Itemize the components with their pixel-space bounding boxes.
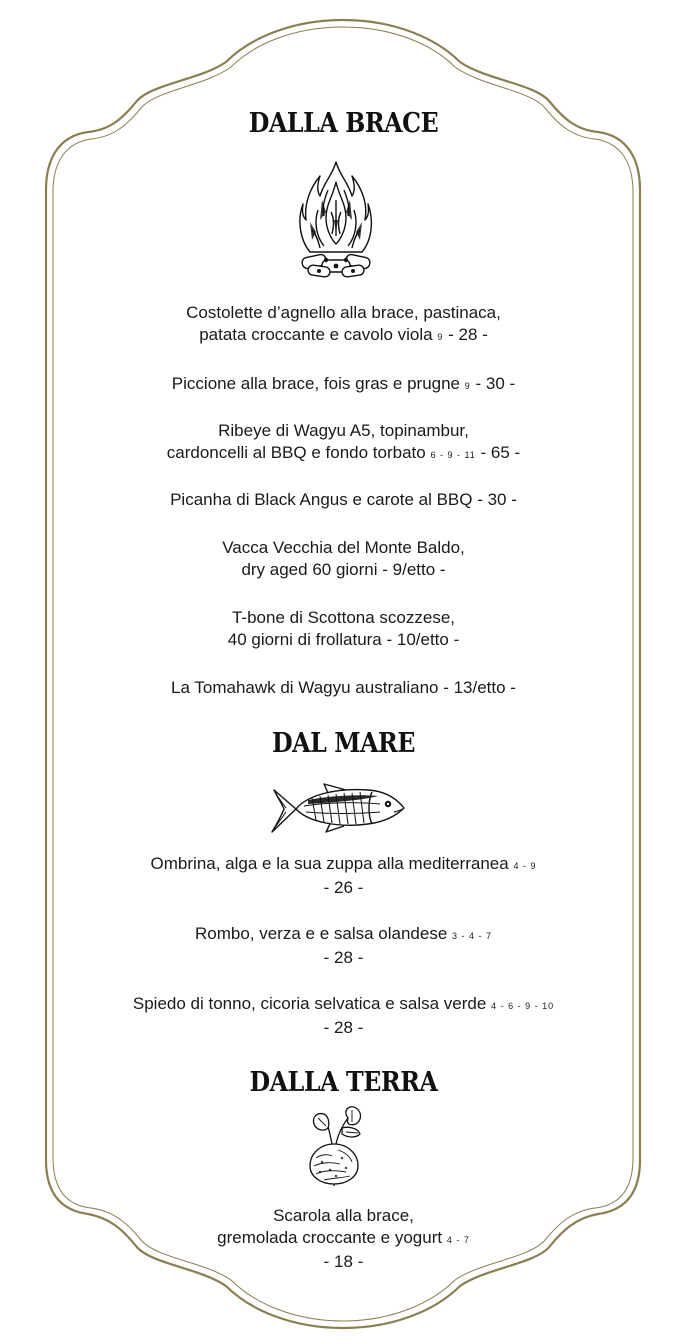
allergen-codes: 3 - 4 - 7 xyxy=(452,931,493,941)
item-line: dry aged 60 giorni - 9/etto - xyxy=(241,560,446,579)
fire-icon xyxy=(298,160,374,280)
item-line: Costolette d’agnello alla brace, pastinaca, xyxy=(186,303,501,322)
fish-icon xyxy=(268,780,408,838)
allergen-codes: 4 - 6 - 9 - 10 xyxy=(491,1001,555,1011)
item-line: Vacca Vecchia del Monte Baldo, xyxy=(222,538,465,557)
allergen-codes: 4 - 7 xyxy=(446,1235,470,1245)
allergen-codes: 4 - 9 xyxy=(513,861,537,871)
item-description: Rombo, verza e e salsa olandese xyxy=(194,924,448,943)
item-line: T-bone di Scottona scozzese, xyxy=(231,608,456,627)
item-line xyxy=(0,324,687,348)
item-line: Picanha di Black Angus e carote al BBQ - 30 - xyxy=(170,490,517,509)
item-line xyxy=(0,442,687,466)
item-price: - 18 - xyxy=(323,1252,364,1271)
menu-item xyxy=(0,923,687,969)
item-price: - 28 - xyxy=(323,948,364,967)
menu-item xyxy=(0,853,687,899)
item-description: Piccione alla brace, fois gras e prugne xyxy=(171,374,461,393)
item-price: - 28 - xyxy=(448,325,488,344)
item-description: Ombrina, alga e la sua zuppa alla mediterranea xyxy=(150,854,509,873)
item-line xyxy=(0,1227,687,1251)
item-price: - 28 - xyxy=(323,1018,364,1037)
item-line xyxy=(0,993,687,1017)
menu-item xyxy=(0,993,687,1039)
item-line xyxy=(0,853,687,877)
item-description: Spiedo di tonno, cicoria selvatica e salsa verde xyxy=(132,994,487,1013)
section-title-dalla-terra: DALLA TERRA xyxy=(249,1067,438,1098)
section-title-dalla-brace: DALLA BRACE xyxy=(248,108,439,139)
menu-item xyxy=(0,607,687,651)
menu-item xyxy=(0,373,687,397)
section-title-dal-mare: DAL MARE xyxy=(271,728,416,759)
item-price: - 30 - xyxy=(475,374,516,393)
allergen-codes: 9 xyxy=(437,332,444,342)
menu-item xyxy=(0,302,687,348)
item-line: La Tomahawk di Wagyu australiano - 13/etto - xyxy=(171,678,516,697)
item-price: - 26 - xyxy=(323,878,364,897)
item-description: patata croccante e cavolo viola xyxy=(199,325,433,344)
item-line: Scarola alla brace, xyxy=(273,1206,414,1225)
item-line xyxy=(0,373,687,397)
menu-item xyxy=(0,1205,687,1273)
item-description: cardoncelli al BBQ e fondo torbato xyxy=(166,443,426,462)
item-price: - 65 - xyxy=(480,443,521,462)
menu-item xyxy=(0,537,687,581)
menu-item xyxy=(0,420,687,466)
beetroot-icon xyxy=(302,1104,366,1186)
item-line: 40 giorni di frollatura - 10/etto - xyxy=(227,630,460,649)
menu-item xyxy=(0,489,687,511)
allergen-codes: 6 - 9 - 11 xyxy=(430,450,476,460)
item-description: gremolada croccante e yogurt xyxy=(217,1228,443,1247)
menu-item xyxy=(0,677,687,699)
item-line: Ribeye di Wagyu A5, topinambur, xyxy=(218,421,469,440)
item-line xyxy=(0,923,687,947)
allergen-codes: 9 xyxy=(464,381,471,391)
